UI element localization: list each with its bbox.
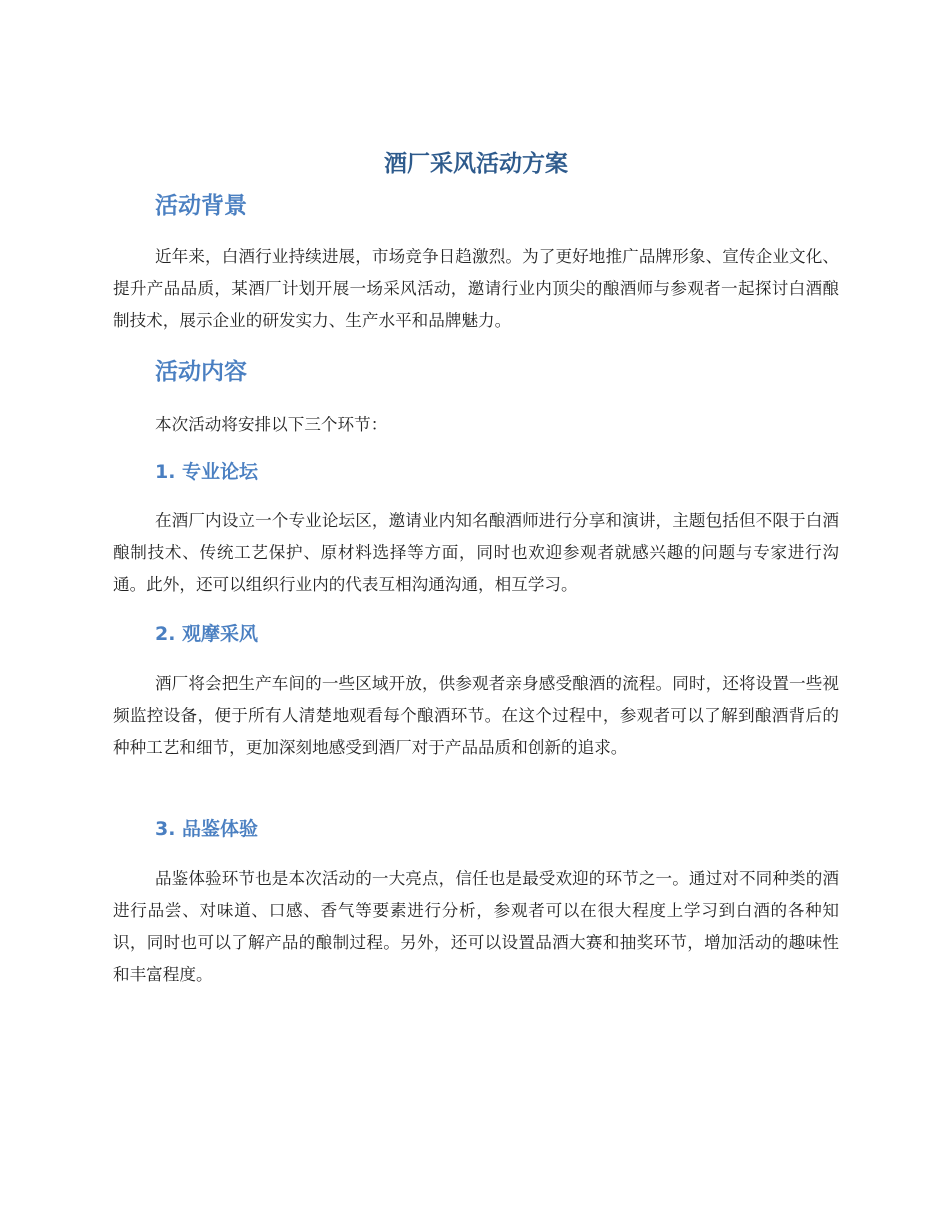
subsection-heading-tasting: 3. 品鉴体验	[155, 818, 259, 840]
background-paragraph: 近年来，白酒行业持续进展，市场竞争日趋激烈。为了更好地推广品牌形象、宣传企业文化、提升产品品质，某酒厂计划开展一场采风活动，邀请行业内顶尖的酿酒师与参观者一起探讨白酒酿制技术，展示企业的研发实力、生产水平和品牌魅力。	[113, 247, 839, 330]
subsection-heading-observation: 2. 观摩采风	[155, 623, 259, 645]
subsection-heading-forum: 1. 专业论坛	[155, 461, 259, 483]
section-heading-content: 活动内容	[155, 359, 247, 385]
forum-paragraph: 在酒厂内设立一个专业论坛区，邀请业内知名酿酒师进行分享和演讲，主题包括但不限于白酒酿制技术、传统工艺保护、原材料选择等方面，同时也欢迎参观者就感兴趣的问题与专家进行沟通。此外，还可以组织行业内的代表互相沟通沟通，相互学习。	[113, 511, 839, 594]
document-title: 酒厂采风活动方案	[384, 151, 568, 177]
section-heading-background: 活动背景	[155, 193, 247, 219]
content-intro: 本次活动将安排以下三个环节：	[155, 415, 388, 434]
observation-paragraph: 酒厂将会把生产车间的一些区域开放，供参观者亲身感受酿酒的流程。同时，还将设置一些视频监控设备，便于所有人清楚地观看每个酿酒环节。在这个过程中，参观者可以了解到酿酒背后的种种工艺和细节，更加深刻地感受到酒厂对于产品品质和创新的追求。	[113, 674, 839, 757]
tasting-paragraph: 品鉴体验环节也是本次活动的一大亮点，信任也是最受欢迎的环节之一。通过对不同种类的酒进行品尝、对味道、口感、香气等要素进行分析，参观者可以在很大程度上学习到白酒的各种知识，同时也可以了解产品的酿制过程。另外，还可以设置品酒大赛和抽奖环节，增加活动的趣味性和丰富程度。	[113, 869, 839, 984]
